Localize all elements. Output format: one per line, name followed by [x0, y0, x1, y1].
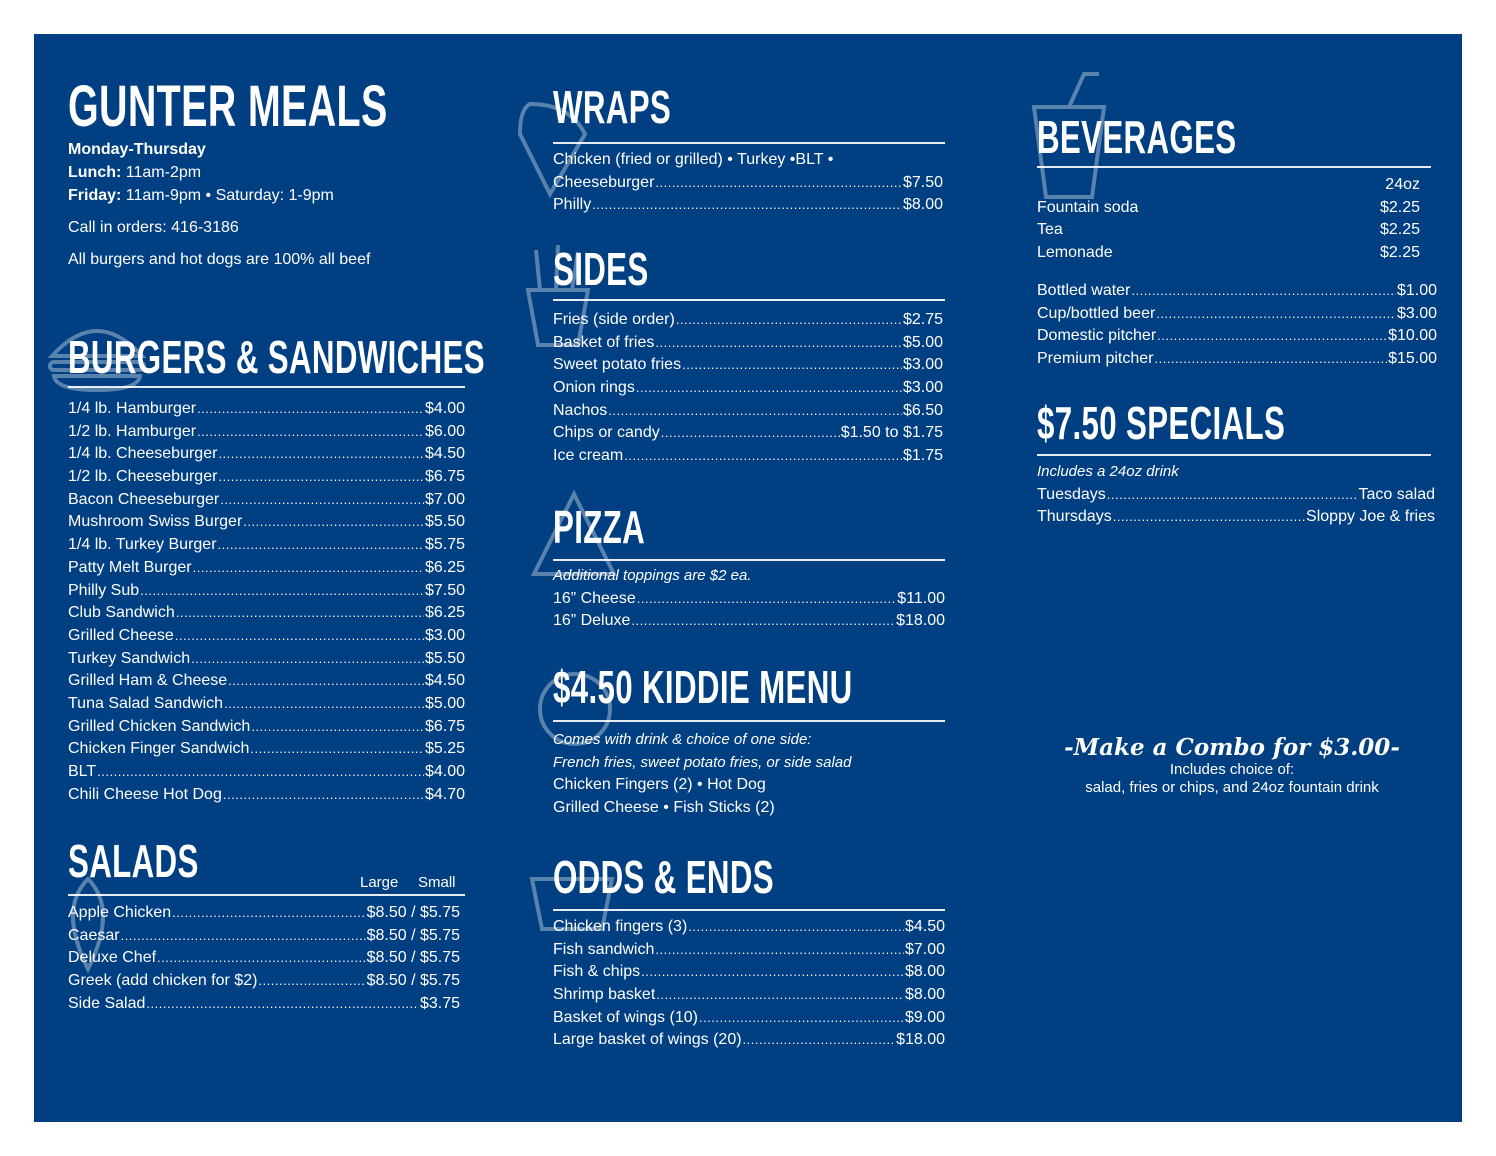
kiddie-note-2: French fries, sweet potato fries, or side salad	[553, 753, 852, 771]
menu-item-row	[68, 716, 465, 739]
dot-leader	[121, 925, 366, 948]
dot-leader	[624, 445, 902, 468]
menu-item-row	[68, 466, 465, 489]
dot-leader	[146, 993, 419, 1016]
dot-leader	[608, 400, 902, 423]
dot-leader	[218, 443, 424, 466]
odds-heading: ODDS & ENDS	[553, 851, 774, 903]
item-name: Fries (side order)	[553, 311, 675, 328]
combo-line-2: salad, fries or chips, and 24oz fountain drink	[1085, 779, 1379, 796]
item-price: $8.00	[904, 986, 945, 1004]
hours-info	[68, 138, 370, 271]
restaurant-title: GUNTER MEALS	[68, 74, 388, 139]
salad-col-large: Large	[360, 874, 399, 891]
item-price: $2.75	[902, 311, 943, 328]
item-name: Fountain soda	[1037, 198, 1139, 216]
item-name: Chili Cheese Hot Dog	[68, 785, 222, 803]
item-name: 1/4 lb. Hamburger	[68, 400, 197, 417]
dot-leader	[1107, 484, 1358, 507]
item-name: Club Sandwich	[68, 604, 175, 622]
menu-item-row	[553, 1029, 945, 1052]
menu-item-row	[68, 761, 465, 784]
menu-item-row	[68, 947, 460, 970]
menu-item-row	[1037, 325, 1437, 348]
pizza-list	[553, 565, 945, 633]
menu-item-row	[553, 445, 943, 468]
combo-line-1: Includes choice of:	[1169, 761, 1295, 778]
item-price: Sloppy Joe & fries	[1306, 508, 1435, 526]
item-name: Patty Melt Burger	[68, 558, 192, 576]
item-name: 1/4 lb. Cheeseburger	[68, 445, 218, 463]
menu-item-row	[553, 332, 943, 355]
item-price: $6.25	[424, 558, 465, 576]
beef-note: All burgers and hot dogs are 100% all beef	[68, 251, 371, 268]
item-name: Bottled water	[1037, 282, 1131, 299]
item-name: Side Salad	[68, 994, 146, 1012]
lunch-hours: 11am-2pm	[125, 164, 202, 181]
divider	[1037, 454, 1431, 456]
dot-leader	[1131, 280, 1396, 303]
item-name: Large basket of wings (20)	[553, 1031, 742, 1049]
menu-item-row	[553, 194, 943, 217]
combo-promo	[1062, 734, 1402, 797]
menu-item-row	[68, 443, 465, 466]
dot-leader	[655, 332, 902, 355]
item-name: 1/2 lb. Hamburger	[68, 422, 197, 440]
item-price: $11.00	[897, 589, 945, 607]
dot-leader	[1154, 348, 1387, 371]
menu-item-row	[68, 693, 465, 716]
item-price: $9.00	[904, 1008, 945, 1026]
dot-leader	[243, 511, 424, 534]
item-name: 16” Cheese	[553, 589, 636, 607]
dot-leader	[220, 489, 424, 512]
item-price: $5.75	[424, 536, 465, 554]
menu-item-row	[553, 961, 945, 984]
dot-leader	[175, 625, 424, 648]
fountain-items	[1037, 197, 1420, 265]
kiddie-heading: $4.50 KIDDIE MENU	[553, 661, 853, 713]
menu-item-row	[68, 902, 460, 925]
menu-item-row	[1037, 484, 1435, 507]
item-name: Chicken Finger Sandwich	[68, 740, 250, 758]
item-name: Basket of wings (10)	[553, 1008, 698, 1026]
item-price: $4.70	[424, 785, 465, 803]
dot-leader	[656, 984, 904, 1007]
item-name: Premium pitcher	[1037, 350, 1154, 368]
specials-heading: $7.50 SPECIALS	[1037, 397, 1286, 449]
salads-heading: SALADS	[68, 835, 199, 887]
menu-item-row	[553, 1007, 945, 1030]
item-price: $18.00	[896, 1031, 945, 1049]
dot-leader	[641, 961, 904, 984]
salad-col-small: Small	[418, 874, 456, 891]
item-price: $5.00	[424, 694, 465, 712]
item-price: $18.00	[896, 612, 945, 630]
menu-item-row	[1037, 197, 1420, 220]
item-name: Lemonade	[1037, 244, 1113, 262]
item-name: Bacon Cheeseburger	[68, 490, 220, 508]
item-price: $4.50	[424, 672, 465, 690]
item-price: $4.00	[424, 400, 465, 417]
divider	[553, 720, 945, 722]
menu-item-row	[553, 610, 945, 633]
dot-leader	[661, 422, 840, 445]
item-price: $3.75	[419, 994, 460, 1012]
specials-items	[1037, 484, 1435, 529]
item-price: $1.00	[1396, 282, 1437, 299]
hours-label: Monday-Thursday	[68, 141, 206, 158]
pizza-heading: PIZZA	[553, 501, 646, 553]
dot-leader	[193, 557, 424, 580]
wraps-list	[553, 149, 943, 217]
menu-item-row	[553, 422, 943, 445]
item-price: $6.25	[424, 604, 465, 622]
dot-leader	[251, 716, 424, 739]
item-name: Tea	[1037, 221, 1063, 239]
item-price: $5.25	[424, 740, 465, 758]
friday-label: Friday:	[68, 187, 122, 204]
item-price: $8.00	[902, 196, 943, 214]
item-name: Grilled Chicken Sandwich	[68, 717, 251, 735]
kiddie-note-1: Comes with drink & choice of one side:	[553, 731, 812, 748]
dot-leader	[172, 902, 365, 925]
kiddie-line-1: Chicken Fingers (2) • Hot Dog	[553, 776, 766, 794]
menu-item-row	[1037, 303, 1437, 326]
menu-item-row	[553, 939, 945, 962]
item-name: Nachos	[553, 401, 608, 419]
dot-leader	[197, 421, 424, 444]
beverages-heading: BEVERAGES	[1037, 111, 1237, 163]
item-name: Shrimp basket	[553, 986, 656, 1004]
item-name: Tuna Salad Sandwich	[68, 694, 224, 712]
item-name: Cup/bottled beer	[1037, 304, 1156, 322]
item-price: $4.50	[424, 445, 465, 463]
menu-item-row	[1037, 219, 1420, 242]
menu-item-row	[68, 580, 465, 603]
divider	[553, 142, 945, 144]
item-price: $3.00	[1396, 304, 1437, 322]
menu-item-row	[68, 670, 465, 693]
dot-leader	[97, 761, 424, 784]
item-price: $8.50 / $5.75	[366, 926, 460, 944]
item-price: Taco salad	[1358, 485, 1435, 503]
item-name: Fish & chips	[553, 963, 641, 981]
specials-list	[1037, 461, 1435, 529]
item-name: BLT	[68, 763, 97, 780]
pizza-items	[553, 588, 945, 633]
divider	[1037, 166, 1431, 168]
item-name: Basket of fries	[553, 333, 655, 351]
item-price: $3.00	[424, 626, 465, 644]
kiddie-line-2: Grilled Cheese • Fish Sticks (2)	[553, 799, 775, 817]
dot-leader	[688, 916, 904, 939]
item-name: 16” Deluxe	[553, 612, 631, 630]
item-price: $3.00	[902, 356, 943, 374]
item-price: $4.50	[904, 918, 945, 935]
beverages-list	[1037, 280, 1437, 371]
menu-item-row	[68, 648, 465, 671]
pizza-note: Additional toppings are $2 ea.	[553, 567, 752, 584]
divider	[68, 386, 465, 388]
burgers-heading: BURGERS & SANDWICHES	[68, 331, 485, 383]
item-price: $2.25	[1379, 198, 1420, 216]
item-name: Apple Chicken	[68, 904, 172, 921]
divider	[553, 909, 945, 911]
item-price: $8.50 / $5.75	[366, 972, 460, 990]
menu-panel	[34, 34, 1462, 1122]
item-price: $7.50	[902, 173, 943, 191]
item-price: $8.50 / $5.75	[366, 949, 460, 967]
menu-item-row	[553, 377, 943, 400]
menu-item-row	[68, 738, 465, 761]
friday-hours: 11am-9pm • Saturday: 1-9pm	[125, 187, 334, 204]
menu-item-row	[553, 400, 943, 423]
kiddie-list	[553, 729, 945, 820]
menu-item-row	[1037, 280, 1437, 303]
item-name: Onion rings	[553, 379, 635, 397]
odds-list	[553, 916, 945, 1052]
dot-leader	[655, 939, 904, 962]
item-price: $4.00	[424, 763, 465, 780]
item-name: Fish sandwich	[553, 940, 655, 958]
divider	[553, 559, 945, 561]
menu-item-row	[553, 588, 945, 611]
dot-leader	[157, 947, 366, 970]
item-price: $6.75	[424, 717, 465, 735]
menu-item-row	[68, 557, 465, 580]
item-name: Grilled Cheese	[68, 626, 174, 644]
dot-leader	[197, 398, 424, 421]
combo-title: -Make a Combo for $3.00-	[1064, 734, 1400, 761]
sides-list	[553, 309, 943, 468]
menu-item-row	[68, 925, 460, 948]
menu-item-row	[553, 984, 945, 1007]
item-price: $2.25	[1379, 221, 1420, 239]
item-name: Mushroom Swiss Burger	[68, 513, 243, 531]
item-price: $2.25	[1379, 244, 1420, 262]
item-name: 1/2 lb. Cheeseburger	[68, 468, 218, 486]
item-name: Greek (add chicken for $2)	[68, 972, 258, 990]
dot-leader	[676, 309, 902, 332]
item-name: 1/4 lb. Turkey Burger	[68, 536, 217, 554]
call-in-orders: Call in orders: 416-3186	[68, 219, 239, 236]
item-price: $6.50	[902, 401, 943, 419]
item-price: $3.00	[902, 379, 943, 397]
dot-leader	[191, 648, 424, 671]
dot-leader	[1157, 325, 1387, 348]
item-name: Ice cream	[553, 447, 624, 465]
item-name: Thursdays	[1037, 508, 1112, 526]
dot-leader	[258, 970, 365, 993]
item-name: Sweet potato fries	[553, 356, 682, 374]
item-price: $8.50 / $5.75	[366, 904, 460, 921]
dot-leader	[218, 466, 424, 489]
item-price: $1.75	[902, 447, 943, 465]
dot-leader	[637, 588, 897, 611]
sides-heading: SIDES	[553, 243, 649, 295]
item-price: $1.50 to $1.75	[840, 424, 943, 442]
menu-item-row	[1037, 506, 1435, 529]
item-name: Philly	[553, 196, 592, 214]
wraps-items	[553, 172, 943, 217]
item-name: Turkey Sandwich	[68, 649, 191, 667]
dot-leader	[140, 580, 424, 603]
menu-item-row	[68, 602, 465, 625]
item-name: Domestic pitcher	[1037, 327, 1157, 345]
menu-item-row	[553, 309, 943, 332]
item-name: Chicken fingers (3)	[553, 918, 688, 935]
item-name: Cheeseburger	[553, 173, 655, 191]
item-name: Tuesdays	[1037, 485, 1106, 503]
dot-leader	[228, 670, 424, 693]
item-price: $5.50	[424, 513, 465, 531]
wraps-heading: WRAPS	[553, 81, 672, 133]
menu-item-row	[68, 993, 460, 1016]
dot-leader	[224, 693, 424, 716]
item-price: $6.75	[424, 468, 465, 486]
menu-item-row	[553, 172, 943, 195]
item-price: $7.50	[424, 581, 465, 599]
menu-item-row	[553, 354, 943, 377]
dot-leader	[682, 354, 902, 377]
specials-note: Includes a 24oz drink	[1037, 463, 1179, 480]
dot-leader	[176, 602, 424, 625]
item-price: $10.00	[1388, 327, 1437, 345]
dot-leader	[218, 534, 424, 557]
dot-leader	[1156, 303, 1396, 326]
dot-leader	[250, 738, 424, 761]
size-label: 24oz	[1385, 176, 1420, 193]
dot-leader	[636, 377, 902, 400]
dot-leader	[743, 1029, 896, 1052]
dot-leader	[699, 1007, 904, 1030]
beverages-fountain	[1037, 174, 1420, 265]
lunch-label: Lunch:	[68, 164, 122, 181]
menu-item-row	[1037, 348, 1437, 371]
menu-item-row	[1037, 242, 1420, 265]
item-price: $7.00	[424, 490, 465, 508]
item-price: $5.50	[424, 649, 465, 667]
dot-leader	[631, 610, 895, 633]
burgers-list	[68, 398, 465, 806]
item-price: $15.00	[1388, 350, 1437, 368]
item-name: Philly Sub	[68, 581, 140, 599]
item-name: Grilled Ham & Cheese	[68, 672, 228, 690]
menu-item-row	[68, 534, 465, 557]
divider	[68, 894, 465, 896]
dot-leader	[592, 194, 902, 217]
item-name: Deluxe Chef	[68, 949, 157, 967]
menu-item-row	[68, 398, 465, 421]
item-price: $5.00	[902, 333, 943, 351]
salads-list	[68, 902, 460, 1015]
item-name: Chips or candy	[553, 424, 660, 442]
divider	[553, 299, 945, 301]
menu-item-row	[68, 421, 465, 444]
menu-item-row	[553, 916, 945, 939]
item-price: $6.00	[424, 422, 465, 440]
menu-item-row	[68, 489, 465, 512]
menu-item-row	[68, 511, 465, 534]
wraps-options: Chicken (fried or grilled) • Turkey •BLT •	[553, 151, 834, 168]
dot-leader	[1113, 506, 1305, 529]
item-name: Caesar	[68, 926, 120, 944]
menu-item-row	[68, 784, 465, 807]
menu-item-row	[68, 625, 465, 648]
item-price: $7.00	[904, 940, 945, 958]
menu-item-row	[68, 970, 460, 993]
dot-leader	[655, 172, 902, 195]
dot-leader	[223, 784, 424, 807]
item-price: $8.00	[904, 963, 945, 981]
